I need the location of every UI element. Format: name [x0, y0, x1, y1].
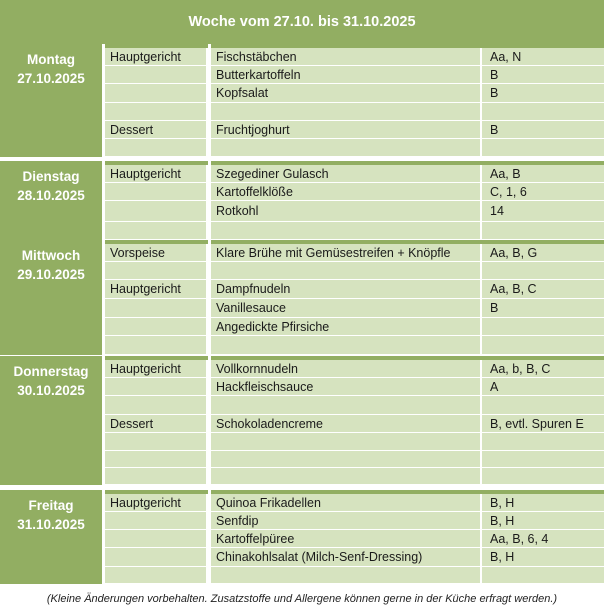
menu-row — [102, 415, 604, 433]
dish-cell — [208, 451, 482, 468]
dish-cell: Angedickte Pfirsiche — [208, 318, 482, 336]
menu-row — [102, 66, 604, 84]
category-cell — [102, 433, 208, 451]
column-separator — [102, 44, 105, 591]
dish-cell — [208, 336, 482, 355]
dish-cell: Fruchtjoghurt — [208, 121, 482, 139]
menu-row — [102, 336, 604, 355]
category-cell — [102, 567, 208, 584]
category-cell — [102, 201, 208, 222]
dish-cell: Kartoffelklöße — [208, 183, 482, 201]
allergens-cell — [482, 103, 604, 121]
allergens-cell — [482, 567, 604, 584]
menu-row — [102, 201, 604, 222]
allergens-cell — [482, 262, 604, 280]
category-cell — [102, 262, 208, 280]
menu-row — [102, 378, 604, 396]
menu-row — [102, 318, 604, 336]
dish-cell — [208, 396, 482, 415]
column-separator — [208, 44, 211, 591]
day-cell-mittwoch — [0, 244, 102, 355]
allergens-cell: A — [482, 378, 604, 396]
category-cell — [102, 139, 208, 157]
day-cell-dienstag — [0, 165, 102, 240]
allergens-cell: Aa, B, G — [482, 244, 604, 262]
allergens-cell — [482, 433, 604, 451]
dish-cell: Quinoa Frikadellen — [208, 494, 482, 512]
category-cell — [102, 530, 208, 548]
allergens-cell: B, H — [482, 512, 604, 530]
allergens-cell: Aa, B, C — [482, 280, 604, 299]
category-cell — [102, 468, 208, 485]
allergens-cell: B — [482, 66, 604, 84]
category-cell — [102, 451, 208, 468]
menu-row — [102, 433, 604, 451]
dish-cell — [208, 139, 482, 157]
day-name: Dienstag — [22, 169, 80, 184]
category-cell — [102, 512, 208, 530]
category-cell — [102, 103, 208, 121]
allergens-cell: B — [482, 121, 604, 139]
allergens-cell: Aa, B, 6, 4 — [482, 530, 604, 548]
allergens-cell: B — [482, 84, 604, 103]
day-date: 30.10.2025 — [17, 383, 85, 398]
dish-cell: Klare Brühe mit Gemüsestreifen + Knöpfle — [208, 244, 482, 262]
menu-row — [102, 494, 604, 512]
menu-row — [102, 548, 604, 567]
dish-cell — [208, 433, 482, 451]
dish-cell — [208, 468, 482, 485]
menu-row — [102, 451, 604, 468]
allergens-cell — [482, 336, 604, 355]
allergens-cell: B, H — [482, 494, 604, 512]
day-name: Montag — [27, 52, 75, 67]
menu-row — [102, 280, 604, 299]
menu-row — [102, 244, 604, 262]
category-cell: Dessert — [102, 121, 208, 139]
menu-row — [102, 567, 604, 584]
dish-cell: Fischstäbchen — [208, 48, 482, 66]
allergens-cell — [482, 139, 604, 157]
dish-cell — [208, 567, 482, 584]
dish-cell: Chinakohlsalat (Milch-Senf-Dressing) — [208, 548, 482, 567]
allergens-cell — [482, 318, 604, 336]
dish-cell: Hackfleischsauce — [208, 378, 482, 396]
menu-row — [102, 48, 604, 66]
menu-row — [102, 512, 604, 530]
category-cell — [102, 66, 208, 84]
day-date: 29.10.2025 — [17, 267, 85, 282]
allergens-cell: B — [482, 299, 604, 318]
category-cell — [102, 378, 208, 396]
footer-note: (Kleine Änderungen vorbehalten. Zusatzstoffe und Allergene können gerne in der Küche erfragt werden.) — [46, 593, 558, 605]
menu-row — [102, 262, 604, 280]
category-cell — [102, 299, 208, 318]
category-cell — [102, 548, 208, 567]
menu-row — [102, 103, 604, 121]
allergens-cell — [482, 222, 604, 240]
dish-cell — [208, 262, 482, 280]
category-cell — [102, 222, 208, 240]
day-cell-donnerstag — [0, 360, 102, 485]
day-date: 27.10.2025 — [17, 71, 85, 86]
menu-row — [102, 121, 604, 139]
category-cell — [102, 183, 208, 201]
allergens-cell: B, evtl. Spuren E — [482, 415, 604, 433]
dish-cell: Rotkohl — [208, 201, 482, 222]
allergens-cell: Aa, B — [482, 165, 604, 183]
dish-cell: Schokoladencreme — [208, 415, 482, 433]
allergens-cell: B, H — [482, 548, 604, 567]
allergens-cell — [482, 468, 604, 485]
menu-row — [102, 468, 604, 485]
allergens-cell — [482, 451, 604, 468]
day-date: 28.10.2025 — [17, 188, 85, 203]
allergens-cell: C, 1, 6 — [482, 183, 604, 201]
category-cell: Hauptgericht — [102, 360, 208, 378]
menu-row — [102, 299, 604, 318]
menu-row — [102, 139, 604, 157]
dish-cell: Dampfnudeln — [208, 280, 482, 299]
allergens-cell: 14 — [482, 201, 604, 222]
menu-row — [102, 165, 604, 183]
menu-row — [102, 84, 604, 103]
menu-row — [102, 530, 604, 548]
menu-row — [102, 396, 604, 415]
dish-cell: Senfdip — [208, 512, 482, 530]
dish-cell: Vollkornnudeln — [208, 360, 482, 378]
day-cell-freitag — [0, 494, 102, 584]
menu-row — [102, 360, 604, 378]
category-cell: Hauptgericht — [102, 280, 208, 299]
category-cell: Hauptgericht — [102, 48, 208, 66]
category-cell: Dessert — [102, 415, 208, 433]
dish-cell: Vanillesauce — [208, 299, 482, 318]
category-cell: Hauptgericht — [102, 494, 208, 512]
day-date: 31.10.2025 — [17, 517, 85, 532]
day-name: Mittwoch — [21, 248, 81, 263]
menu-title: Woche vom 27.10. bis 31.10.2025 — [0, 0, 604, 44]
allergens-cell: Aa, b, B, C — [482, 360, 604, 378]
category-cell — [102, 336, 208, 355]
dish-cell: Kopfsalat — [208, 84, 482, 103]
dish-cell: Szegediner Gulasch — [208, 165, 482, 183]
category-cell — [102, 396, 208, 415]
category-cell: Hauptgericht — [102, 165, 208, 183]
dish-cell — [208, 103, 482, 121]
allergens-cell: Aa, N — [482, 48, 604, 66]
dish-cell: Butterkartoffeln — [208, 66, 482, 84]
day-cell-montag — [0, 48, 102, 157]
category-cell — [102, 84, 208, 103]
category-cell: Vorspeise — [102, 244, 208, 262]
dish-cell: Kartoffelpüree — [208, 530, 482, 548]
day-name: Freitag — [28, 498, 74, 513]
category-cell — [102, 318, 208, 336]
dish-cell — [208, 222, 482, 240]
allergens-cell — [482, 396, 604, 415]
day-name: Donnerstag — [13, 364, 89, 379]
menu-row — [102, 222, 604, 240]
menu-row — [102, 183, 604, 201]
